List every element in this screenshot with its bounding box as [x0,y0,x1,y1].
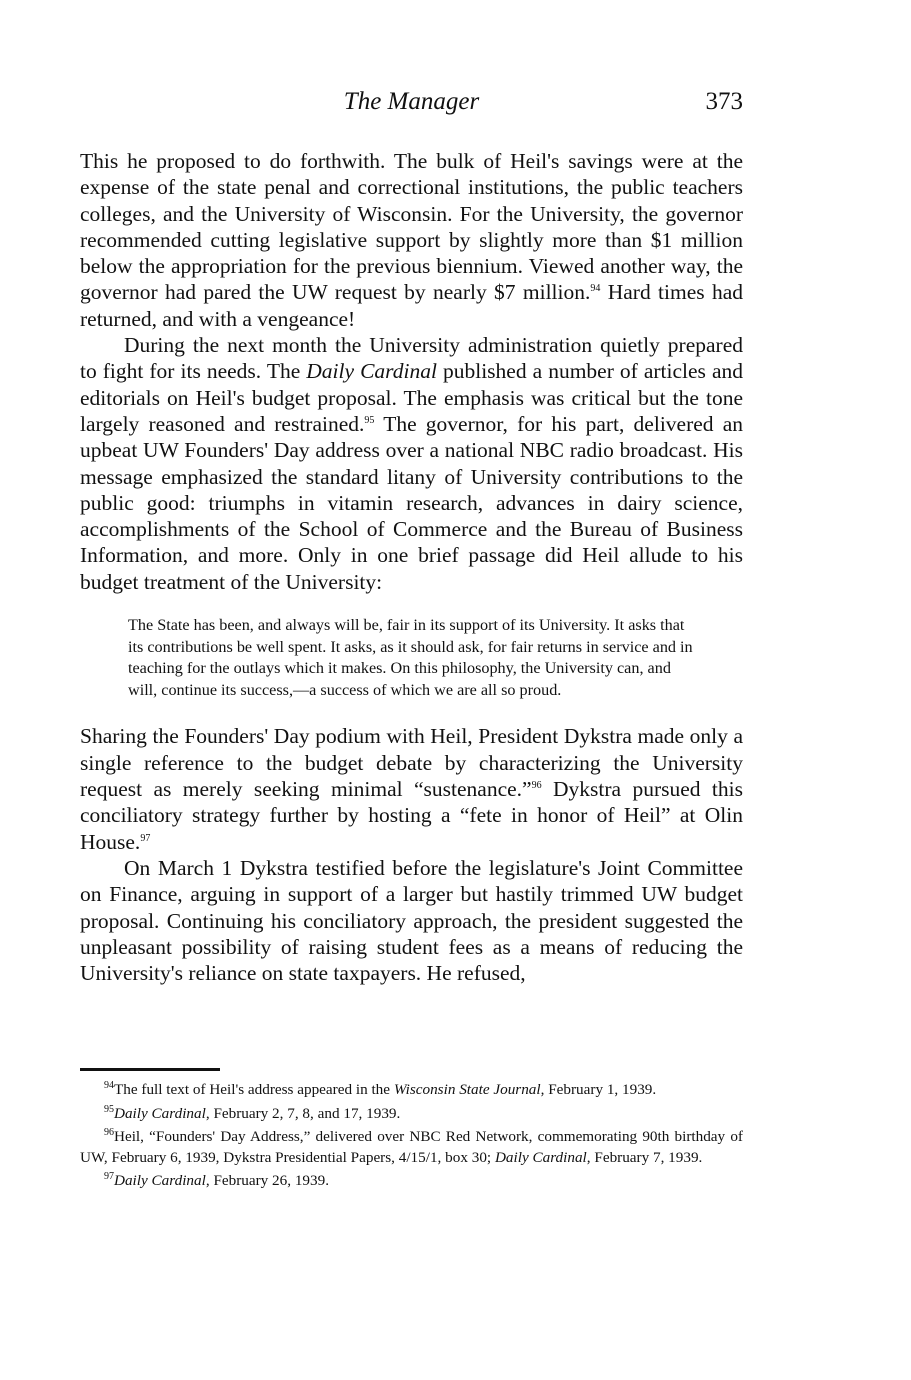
publication-title: Wisconsin State Journal [393,1081,541,1098]
footnote-ref-95: 95 [364,414,375,426]
publication-title: Daily Cardinal [114,1172,206,1189]
footnotes [80,1080,743,1195]
footnote-97 [80,1171,743,1192]
paragraph-3 [80,723,743,854]
footnote-ref-97: 97 [140,832,151,844]
paragraph-text: Sharing the Founders' Day podium with Heil, President Dykstra made only a single reference to the budget debate by characterizing the University request as merely seeking minimal “sustenance.” [80,724,743,802]
footnote-number: 95 [104,1103,114,1115]
paragraph-text: The governor, for his part, delivered an upbeat UW Founders' Day address over a national NBC radio broadcast. His message emphasized the standard litany of University contributions to the public good: triumphs in vitamin research, advances in dairy science, accomplishments of the School of Commerce and the Bureau of Business Information, and more. Only in one brief passage did Heil allude to his budget treatment of the University: [80,411,743,594]
footnote-text: Heil, “Founders' Day Address,” delivered over NBC Red Network, commemorating 90th birthday of UW, February 6, 1939, Dykstra Presidential Papers, 4/15/1, box 30; [80,1128,743,1166]
footnote-text: , February 26, 1939. [205,1172,330,1189]
footnote-number: 97 [104,1170,114,1182]
paragraph-text: Hard times had returned, and with a vengeance! [80,280,743,331]
body-text [80,148,743,986]
paragraph-text: published a number of articles and editorials on Heil's budget proposal. The emphasis was critical but the tone largely reasoned and restrained. [80,359,743,436]
paragraph-text: Dykstra pursued this conciliatory strategy further by hosting a “fete in honor of Heil” at Olin House. [80,777,743,854]
footnote-text: , February 1, 1939. [540,1081,657,1098]
footnote-ref-94: 94 [590,283,601,295]
publication-title: Daily Cardinal [306,359,437,384]
footnote-text: The full text of Heil's address appeared in the [114,1081,394,1098]
footnote-number: 94 [104,1079,114,1091]
footnote-number: 96 [104,1126,114,1138]
paragraph-text: During the next month the University administration quietly prepared to fight for its needs. The [80,333,743,384]
paragraph-text: This he proposed to do forthwith. The bulk of Heil's savings were at the expense of the state penal and correctional institutions, the public teachers colleges, and the University of Wisconsin. For the University, the governor recommended cutting legislative support by slightly more than $1 million below the appropriation for the previous biennium. Viewed another way, the governor had pared the UW request by nearly $7 million. [80,149,743,305]
footnote-96 [80,1127,743,1168]
paragraph-4: On March 1 Dykstra testified before the legislature's Joint Committee on Finance, arguing in support of a larger but hastily trimmed UW budget proposal. Continuing his conciliatory approach, the president suggested the unpleasant possibility of raising student fees as a means of reducing the University's reliance on state taxpayers. He refused, [80,855,743,986]
footnote-rule [80,1068,220,1071]
running-title: The Manager [343,88,480,115]
footnote-94 [80,1080,743,1101]
footnote-ref-96: 96 [531,779,542,791]
footnote-text: , February 7, 1939. [586,1148,703,1166]
running-header [80,88,743,128]
paragraph-1 [80,148,743,332]
paragraph-2 [80,332,743,595]
footnote-text: , February 2, 7, 8, and 17, 1939. [205,1104,401,1122]
block-quote: The State has been, and always will be, fair in its support of its University. It asks that its contributions be well spent. It asks, as it should ask, for fair returns in service and in teaching for the outlays which it makes. On this philosophy, the University can, and will, continue its success,—a success of which we are all so proud. [128,616,693,699]
publication-title: Daily Cardinal [114,1104,206,1122]
footnote-95 [80,1104,743,1125]
publication-title: Daily Cardinal [494,1148,587,1166]
page-number: 373 [705,88,743,115]
